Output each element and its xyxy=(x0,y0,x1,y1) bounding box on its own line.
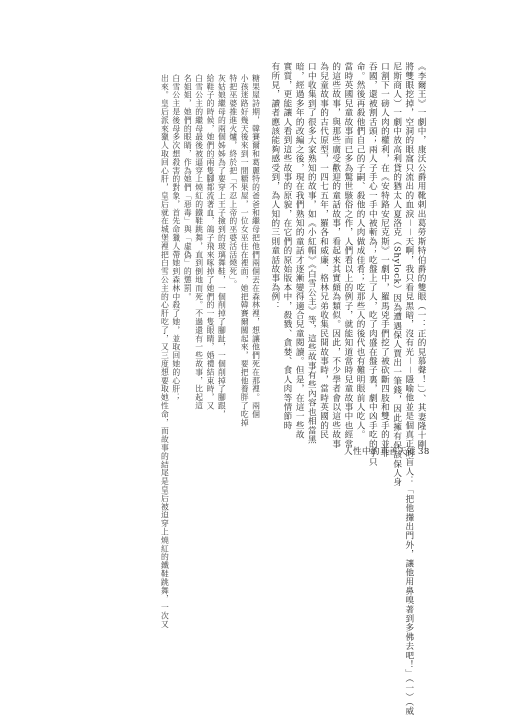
body-column: 口中收集到了很多大家熟知的故事，如《小紅帽》《白雪公主》等，這些故事有些內容也相當黑 xyxy=(306,62,317,445)
quote-column: 灰姑娘繼母的兩個姊姊為了要穿上王子撿到的玻璃舞鞋，一個削掉了腳趾，一個削掉了腳跟， xyxy=(217,74,227,419)
column-gap xyxy=(260,62,267,417)
body-column: 吞國，還被割舌頭；兩人子手心一手中被斬為；吃盤上了人，吃了肉盛在盤子裏，劇中凶手吃的乎只 xyxy=(367,62,378,467)
body-column: 尼斯商人）一劇中放高利貸的猶太人夏洛克（Shylock）因為遭遇保人賈出一筆錢，因此擁有保該保人身 xyxy=(391,62,402,487)
page-footer xyxy=(344,445,430,457)
body-column: 為兒童故事的古代原型，一四七五年，羅各和威廉．格林兄弟收集民間故事時，當時英國的民 xyxy=(318,62,329,440)
quote-column: 小孩迷路好幾天後來到一間糖果屋，一位女巫住在裡面，她把韓賽爾關起來，要把他養胖了吃掉 xyxy=(240,74,250,427)
page-number: 38 xyxy=(417,447,430,457)
body-column: 當時英國兒童故事而已多為驚世駭俗之作，人們看以上的例子，就能知道當時兒童故事中也經常 xyxy=(342,62,353,449)
quote-column: 糖果屋詩期，韓賽爾和葛麗特的爸爸和繼母把他們兩個丟在森林裡，想讓他們死在那裡。兩個 xyxy=(251,74,261,419)
body-column: 實質，更能讓人看到這些故事的原貌，在它們的原始版本中，殺戮、貪婪、食人肉等情節時 xyxy=(281,62,292,430)
body-column: 命。然後再殺他們自己的子嗣、殺他的人肉做成佳肴；吃那些人的後代也有難明眼前人吃人。 xyxy=(355,62,366,440)
running-head: 人性中的真善天能 xyxy=(344,447,416,457)
quote-column: 名姐姐，她們的眼睛，作為她們「惡毒」與「虛偽」的懲罰。 xyxy=(183,74,193,301)
body-column: 口割下一磅人肉的權利，在《安特路安尼克斯》一劇中，羅馬兇手們挖了被砍斷四肢和雙手的並非 xyxy=(379,62,390,458)
quote-column: 白雪公主是後母多次想殺害的對象，首先命獵人帶她到森林中殺了她，並取回她的心肝； xyxy=(171,74,181,402)
body-column: 有所見，讀者應該能夠感受到，為人知的三則童話故事為例： xyxy=(269,62,280,311)
body-column: 的這些故事，與那些廣受歡迎的童話故事，看起來其實頗為類似。因此，不少學者會以這些故事 xyxy=(330,62,341,449)
quote-column: 特把巫婆推進火爐，終於把「不忍上帝的巫婆活活燒死」。 xyxy=(228,74,238,289)
body-column: 《李爾王》一劇中，康沃公爵用靴剌出葛勞斯特伯爵的雙眼（一：正的見慕聲！」）、其妻隆十剛 xyxy=(416,62,426,449)
body-column: 將雙眼挖掉，空洞的眼窩只流出的血淚－－天啊，我只看見黑暗，沒有光－－隱喻他並是個真正的盲人：「把他攆出門外，讓他用鼻嗅著到多佛去吧！」（一）（威 xyxy=(403,62,414,716)
quote-column: 出來。皇后派來獵人取回心肝，皇后就在城堡裡把白雪公主的心肝吃了，又三度想要取她性命，而故事的結尾是皇后被迫穿上燒紅的鐵鞋跳舞，一次又 xyxy=(160,74,170,629)
quote-column: 白雪公主的繼母最後被逼穿上燒紅的鐵鞋跳舞，直到倒地而死。不過還有一些故事，比起這 xyxy=(194,74,204,410)
quote-column: 給鞋子的時候，她們的兩隻腳都流著血，鴿子飛來啄掉了她們的一隻眼睛，婚禮結束時，又 xyxy=(206,74,215,410)
body-column: 暗，經過多年的改編之後，現在我們熟知的童話才逐漸變得適合兒童閱讀。但是，在這一些故 xyxy=(294,62,305,440)
